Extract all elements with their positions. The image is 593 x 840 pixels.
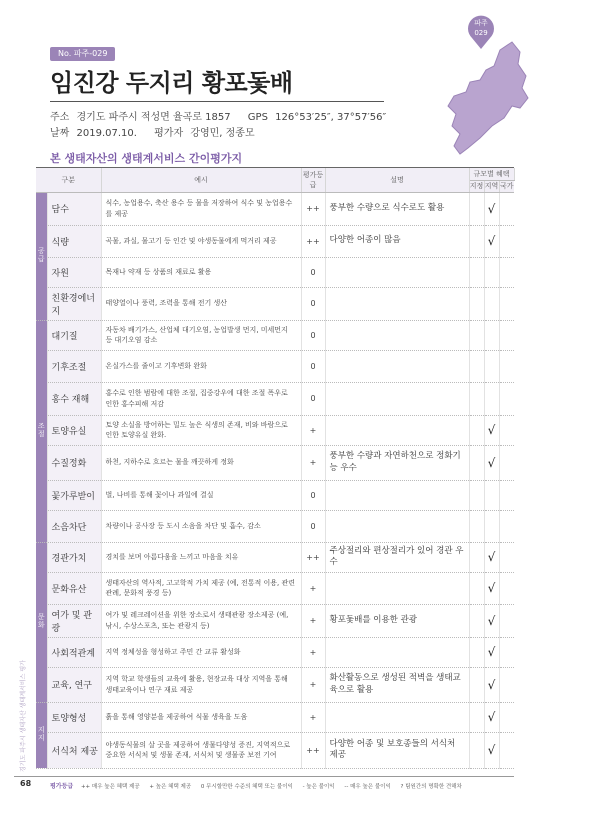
legend-item: - 높은 불이익 bbox=[302, 784, 335, 790]
row-check-designated bbox=[469, 382, 484, 415]
row-check-region: √ bbox=[484, 445, 499, 480]
row-item: 대기질 bbox=[47, 320, 101, 350]
address-line bbox=[50, 108, 400, 123]
row-check-designated bbox=[469, 320, 484, 350]
row-grade: + bbox=[301, 604, 325, 637]
footer-divider bbox=[14, 776, 514, 777]
table-row bbox=[36, 350, 514, 382]
category-culture: 문화 bbox=[36, 542, 47, 702]
row-check-country bbox=[499, 257, 514, 287]
row-check-country bbox=[499, 667, 514, 702]
row-example: 태양열이나 풍력, 조력을 통해 전기 생산 bbox=[101, 287, 301, 320]
row-grade: + bbox=[301, 445, 325, 480]
row-check-designated bbox=[469, 480, 484, 510]
row-check-designated bbox=[469, 445, 484, 480]
row-check-country bbox=[499, 732, 514, 768]
row-desc bbox=[325, 257, 469, 287]
row-check-country bbox=[499, 350, 514, 382]
asset-number-badge: No. 파주-029 bbox=[50, 47, 115, 61]
row-check-region bbox=[484, 287, 499, 320]
row-example: 지역 정체성을 형성하고 주민 간 교류 활성화 bbox=[101, 637, 301, 667]
legend-item: + 높은 혜택 제공 bbox=[149, 784, 192, 790]
row-grade: 0 bbox=[301, 350, 325, 382]
date-line bbox=[50, 124, 269, 139]
date-key: 날짜 bbox=[50, 128, 70, 139]
row-item: 서식처 제공 bbox=[47, 732, 101, 768]
legend-item: ? 팀원간의 명확한 견해차 bbox=[400, 784, 462, 790]
row-grade: 0 bbox=[301, 510, 325, 542]
table-row bbox=[36, 667, 514, 702]
row-item: 기후조절 bbox=[47, 350, 101, 382]
table-row bbox=[36, 287, 514, 320]
row-desc: 주상절리와 편상절리가 있어 경관 우수 bbox=[325, 542, 469, 572]
row-example: 자동차 배기가스, 산업체 대기오염, 농업발생 먼지, 미세먼지 등 대기오염 감소 bbox=[101, 320, 301, 350]
legend-title: 평가등급 bbox=[50, 783, 74, 790]
header-example: 예시 bbox=[101, 168, 301, 192]
row-check-region: √ bbox=[484, 225, 499, 257]
row-example: 온실가스를 줄이고 기후변화 완화 bbox=[101, 350, 301, 382]
row-check-designated bbox=[469, 667, 484, 702]
row-check-country bbox=[499, 542, 514, 572]
row-example: 지역 학교 학생들의 교육에 활용, 현장교육 대상 지역을 통해 생태교육이나 연구 재료 제공 bbox=[101, 667, 301, 702]
row-item: 문화유산 bbox=[47, 572, 101, 604]
row-grade: + bbox=[301, 702, 325, 732]
row-grade: + bbox=[301, 415, 325, 445]
header-desc: 설명 bbox=[325, 168, 469, 192]
row-grade: 0 bbox=[301, 287, 325, 320]
row-check-designated bbox=[469, 350, 484, 382]
row-grade: ++ bbox=[301, 542, 325, 572]
row-example: 차량이나 공사장 등 도시 소음을 차단 및 흡수, 감소 bbox=[101, 510, 301, 542]
row-check-country bbox=[499, 225, 514, 257]
row-check-designated bbox=[469, 257, 484, 287]
row-check-region: √ bbox=[484, 604, 499, 637]
evaluator-key: 평가자 bbox=[154, 128, 184, 139]
header-country: 국가 bbox=[499, 182, 514, 190]
row-check-region bbox=[484, 480, 499, 510]
row-desc bbox=[325, 510, 469, 542]
row-item: 토양형성 bbox=[47, 702, 101, 732]
row-check-country bbox=[499, 287, 514, 320]
map-pin-badge bbox=[466, 12, 496, 50]
table-row bbox=[36, 320, 514, 350]
row-example: 여가 및 레크레이션을 위한 장소로서 생태관광 장소제공 (예, 낚시, 수상스포츠, 또는 관광지 등) bbox=[101, 604, 301, 637]
table-row bbox=[36, 225, 514, 257]
row-check-country bbox=[499, 572, 514, 604]
table-row bbox=[36, 732, 514, 768]
row-item: 교육, 연구 bbox=[47, 667, 101, 702]
table-row bbox=[36, 542, 514, 572]
row-grade: 0 bbox=[301, 257, 325, 287]
table-row bbox=[36, 480, 514, 510]
side-note: 경기도 파주시 생태자산 생태계서비스 평가 bbox=[20, 660, 27, 772]
row-desc bbox=[325, 702, 469, 732]
grade-legend bbox=[50, 781, 470, 790]
address-key: 주소 bbox=[50, 112, 70, 123]
row-check-designated bbox=[469, 637, 484, 667]
row-example: 곡물, 과실, 물고기 등 인간 및 야생동물에게 먹거리 제공 bbox=[101, 225, 301, 257]
row-example: 하천, 지하수로 흐르는 물을 깨끗하게 정화 bbox=[101, 445, 301, 480]
row-grade: 0 bbox=[301, 320, 325, 350]
row-check-designated bbox=[469, 702, 484, 732]
table-row bbox=[36, 702, 514, 732]
row-example: 벌, 나비를 통해 꽃이나 과일에 결실 bbox=[101, 480, 301, 510]
row-check-designated bbox=[469, 572, 484, 604]
row-check-designated bbox=[469, 225, 484, 257]
row-check-country bbox=[499, 445, 514, 480]
header-designated: 지정 bbox=[469, 182, 484, 190]
row-check-region bbox=[484, 382, 499, 415]
row-check-country bbox=[499, 382, 514, 415]
row-check-region: √ bbox=[484, 637, 499, 667]
row-check-designated bbox=[469, 192, 484, 225]
row-item: 담수 bbox=[47, 192, 101, 225]
row-item: 자원 bbox=[47, 257, 101, 287]
row-desc bbox=[325, 480, 469, 510]
row-check-country bbox=[499, 702, 514, 732]
row-check-designated bbox=[469, 287, 484, 320]
row-item: 토양유실 bbox=[47, 415, 101, 445]
row-item: 홍수 재해 bbox=[47, 382, 101, 415]
row-check-region: √ bbox=[484, 732, 499, 768]
title-divider bbox=[50, 101, 384, 102]
table-row bbox=[36, 192, 514, 225]
row-check-country bbox=[499, 510, 514, 542]
table-row bbox=[36, 572, 514, 604]
row-check-region bbox=[484, 350, 499, 382]
row-desc bbox=[325, 350, 469, 382]
legend-item: ++ 매우 높은 혜택 제공 bbox=[80, 784, 140, 790]
row-check-designated bbox=[469, 732, 484, 768]
row-desc: 화산활동으로 생성된 적벽을 생태교육으로 활용 bbox=[325, 667, 469, 702]
row-example: 야생동식물의 살 곳을 제공하여 생물다양성 증진, 지역적으로 중요한 서식처 및 생물 존재, 서식처 및 생물종 보전 기여 bbox=[101, 732, 301, 768]
header-grade: 평가등급 bbox=[301, 168, 325, 192]
row-check-region: √ bbox=[484, 702, 499, 732]
category-support: 지지 bbox=[36, 702, 47, 768]
row-desc bbox=[325, 637, 469, 667]
header-gubun: 구분 bbox=[36, 168, 101, 192]
table-row bbox=[36, 604, 514, 637]
row-check-designated bbox=[469, 415, 484, 445]
row-check-region: √ bbox=[484, 192, 499, 225]
row-check-designated bbox=[469, 542, 484, 572]
row-grade: ++ bbox=[301, 732, 325, 768]
row-check-country bbox=[499, 637, 514, 667]
row-check-region: √ bbox=[484, 415, 499, 445]
row-check-region: √ bbox=[484, 572, 499, 604]
row-item: 친환경에너지 bbox=[47, 287, 101, 320]
row-item: 식량 bbox=[47, 225, 101, 257]
map-badge-region: 파주 bbox=[474, 19, 488, 27]
row-desc: 다양한 어종이 많음 bbox=[325, 225, 469, 257]
header-region: 지역 bbox=[484, 182, 499, 190]
row-desc bbox=[325, 415, 469, 445]
row-desc bbox=[325, 572, 469, 604]
row-check-region bbox=[484, 510, 499, 542]
row-item: 경관가치 bbox=[47, 542, 101, 572]
row-desc bbox=[325, 320, 469, 350]
table-row bbox=[36, 382, 514, 415]
row-grade: 0 bbox=[301, 382, 325, 415]
row-example: 식수, 농업용수, 축산 용수 등 물을 저장하여 식수 및 농업용수를 제공 bbox=[101, 192, 301, 225]
row-example: 홍수로 인한 범람에 대한 조절, 집중강우에 대한 조절 폭우로 인한 홍수피해 저감 bbox=[101, 382, 301, 415]
gps-key: GPS bbox=[247, 112, 268, 123]
date-value: 2019.07.10. bbox=[76, 128, 137, 139]
row-item: 꽃가루받이 bbox=[47, 480, 101, 510]
row-item: 수질정화 bbox=[47, 445, 101, 480]
row-check-designated bbox=[469, 604, 484, 637]
table-row bbox=[36, 637, 514, 667]
row-desc: 황포돛배를 이용한 관광 bbox=[325, 604, 469, 637]
row-check-region: √ bbox=[484, 667, 499, 702]
row-grade: + bbox=[301, 572, 325, 604]
row-check-region bbox=[484, 257, 499, 287]
row-example: 목재나 약재 등 상품의 재료로 활용 bbox=[101, 257, 301, 287]
row-item: 사회적관계 bbox=[47, 637, 101, 667]
row-example: 경치를 보며 아름다움을 느끼고 마음을 치유 bbox=[101, 542, 301, 572]
row-desc: 풍부한 수량으로 식수로도 활용 bbox=[325, 192, 469, 225]
evaluator-value: 강영민, 정종모 bbox=[190, 128, 255, 139]
row-desc bbox=[325, 382, 469, 415]
legend-item: -- 매우 높은 불이익 bbox=[344, 784, 391, 790]
row-check-country bbox=[499, 320, 514, 350]
row-check-country bbox=[499, 604, 514, 637]
row-desc: 풍부한 수량과 자연하천으로 정화기능 우수 bbox=[325, 445, 469, 480]
legend-item: 0 무시할만한 수준의 혜택 또는 불이익 bbox=[200, 784, 293, 790]
ecosystem-service-table bbox=[36, 168, 515, 769]
category-supply: 공급 bbox=[36, 192, 47, 320]
row-check-country bbox=[499, 192, 514, 225]
row-example: 흙을 통해 영양분을 제공하여 식물 생육을 도움 bbox=[101, 702, 301, 732]
table-row bbox=[36, 510, 514, 542]
row-check-country bbox=[499, 415, 514, 445]
row-check-region: √ bbox=[484, 542, 499, 572]
address-value: 경기도 파주시 적성면 율곡로 1857 bbox=[76, 112, 231, 123]
row-grade: + bbox=[301, 667, 325, 702]
row-item: 여가 및 관광 bbox=[47, 604, 101, 637]
page-title: 임진강 두지리 황포돛배 bbox=[50, 69, 293, 97]
page-number: 68 bbox=[20, 779, 32, 788]
map-badge-number: 029 bbox=[474, 29, 488, 37]
row-grade: ++ bbox=[301, 192, 325, 225]
row-item: 소음차단 bbox=[47, 510, 101, 542]
row-grade: + bbox=[301, 637, 325, 667]
row-check-country bbox=[499, 480, 514, 510]
row-example: 토양 소실을 방어하는 밀도 높은 식생의 존재, 비와 바람으로 인한 토양유실 완화. bbox=[101, 415, 301, 445]
row-desc: 다양한 어종 및 보호종들의 서식처 제공 bbox=[325, 732, 469, 768]
row-grade: ++ bbox=[301, 225, 325, 257]
row-check-designated bbox=[469, 510, 484, 542]
header-scale: 규모별 혜택 bbox=[469, 168, 514, 180]
gps-value: 126°53′25″, 37°57′56″ bbox=[275, 112, 387, 123]
category-regulate: 조절 bbox=[36, 320, 47, 542]
table-row bbox=[36, 415, 514, 445]
table-row bbox=[36, 257, 514, 287]
row-grade: 0 bbox=[301, 480, 325, 510]
row-example: 생태자산의 역사적, 고고학적 가치 제공 (예, 전통적 이용, 관련 관례, 문화적 풍경 등) bbox=[101, 572, 301, 604]
row-check-region bbox=[484, 320, 499, 350]
table-row bbox=[36, 445, 514, 480]
row-desc bbox=[325, 287, 469, 320]
section-title: 본 생태자산의 생태계서비스 간이평가지 bbox=[50, 152, 243, 165]
